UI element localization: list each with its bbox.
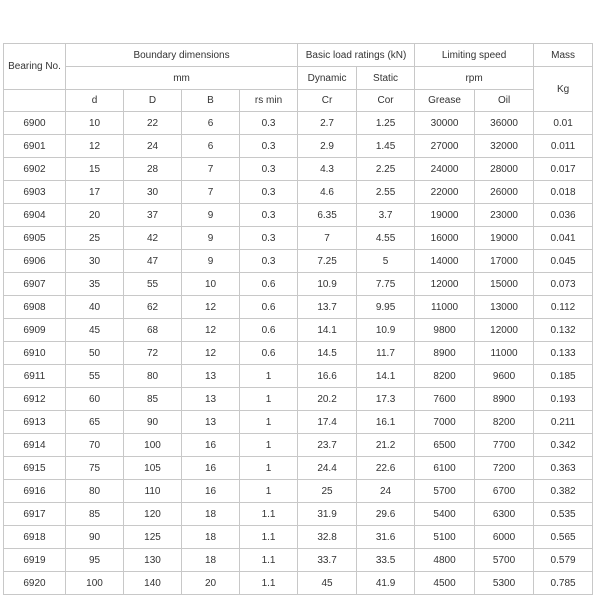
- cell-b: 9: [182, 250, 240, 273]
- cell-cr: 33.7: [298, 549, 357, 572]
- cell-b: 16: [182, 457, 240, 480]
- cell-d: 90: [66, 526, 124, 549]
- cell-bearing-no: 6917: [4, 503, 66, 526]
- cell-d: 10: [66, 112, 124, 135]
- cell-rs-min: 1: [240, 457, 298, 480]
- header-dynamic: Dynamic: [298, 67, 357, 90]
- cell-grease: 6500: [415, 434, 475, 457]
- cell-oil: 12000: [475, 319, 534, 342]
- cell-b: 6: [182, 112, 240, 135]
- cell-bearing-no: 6905: [4, 227, 66, 250]
- table-row: [4, 572, 593, 595]
- cell-outer-d: 130: [124, 549, 182, 572]
- cell-rs-min: 0.6: [240, 319, 298, 342]
- cell-oil: 17000: [475, 250, 534, 273]
- cell-oil: 6300: [475, 503, 534, 526]
- cell-rs-min: 0.3: [240, 181, 298, 204]
- header-cor: Cor: [357, 90, 415, 112]
- cell-mass: 0.211: [534, 411, 593, 434]
- cell-rs-min: 1: [240, 388, 298, 411]
- cell-grease: 8900: [415, 342, 475, 365]
- cell-outer-d: 140: [124, 572, 182, 595]
- cell-grease: 7600: [415, 388, 475, 411]
- table-row: [4, 112, 593, 135]
- cell-mass: 0.579: [534, 549, 593, 572]
- cell-cr: 6.35: [298, 204, 357, 227]
- table-body: [4, 112, 593, 595]
- cell-grease: 12000: [415, 273, 475, 296]
- cell-bearing-no: 6919: [4, 549, 66, 572]
- header-unit-mm: mm: [66, 67, 298, 90]
- cell-d: 35: [66, 273, 124, 296]
- cell-mass: 0.036: [534, 204, 593, 227]
- cell-d: 45: [66, 319, 124, 342]
- header-b: B: [182, 90, 240, 112]
- cell-b: 18: [182, 503, 240, 526]
- cell-oil: 36000: [475, 112, 534, 135]
- cell-outer-d: 100: [124, 434, 182, 457]
- cell-d: 80: [66, 480, 124, 503]
- cell-b: 7: [182, 158, 240, 181]
- cell-cor: 14.1: [357, 365, 415, 388]
- cell-outer-d: 80: [124, 365, 182, 388]
- header-unit-rpm: rpm: [415, 67, 534, 90]
- cell-b: 13: [182, 388, 240, 411]
- cell-bearing-no: 6911: [4, 365, 66, 388]
- cell-oil: 26000: [475, 181, 534, 204]
- table-row: [4, 457, 593, 480]
- cell-bearing-no: 6912: [4, 388, 66, 411]
- cell-rs-min: 1.1: [240, 526, 298, 549]
- cell-b: 20: [182, 572, 240, 595]
- cell-grease: 7000: [415, 411, 475, 434]
- cell-bearing-no: 6903: [4, 181, 66, 204]
- cell-cor: 10.9: [357, 319, 415, 342]
- cell-d: 50: [66, 342, 124, 365]
- cell-rs-min: 1.1: [240, 549, 298, 572]
- table-row: [4, 158, 593, 181]
- header-cr: Cr: [298, 90, 357, 112]
- cell-grease: 5400: [415, 503, 475, 526]
- cell-mass: 0.342: [534, 434, 593, 457]
- cell-cr: 14.1: [298, 319, 357, 342]
- cell-d: 60: [66, 388, 124, 411]
- cell-rs-min: 1: [240, 480, 298, 503]
- cell-cor: 11.7: [357, 342, 415, 365]
- cell-rs-min: 0.3: [240, 227, 298, 250]
- cell-outer-d: 37: [124, 204, 182, 227]
- cell-mass: 0.132: [534, 319, 593, 342]
- cell-bearing-no: 6918: [4, 526, 66, 549]
- cell-b: 16: [182, 434, 240, 457]
- cell-mass: 0.017: [534, 158, 593, 181]
- header-basic-load-ratings: Basic load ratings (kN): [298, 44, 415, 67]
- cell-bearing-no: 6901: [4, 135, 66, 158]
- cell-cor: 21.2: [357, 434, 415, 457]
- cell-b: 9: [182, 204, 240, 227]
- cell-outer-d: 62: [124, 296, 182, 319]
- cell-bearing-no: 6909: [4, 319, 66, 342]
- header-mass: Mass: [534, 44, 593, 67]
- cell-bearing-no: 6907: [4, 273, 66, 296]
- cell-oil: 8900: [475, 388, 534, 411]
- cell-b: 12: [182, 319, 240, 342]
- cell-outer-d: 22: [124, 112, 182, 135]
- cell-outer-d: 55: [124, 273, 182, 296]
- cell-cr: 2.7: [298, 112, 357, 135]
- cell-b: 13: [182, 411, 240, 434]
- table-row: [4, 480, 593, 503]
- cell-d: 95: [66, 549, 124, 572]
- cell-cr: 10.9: [298, 273, 357, 296]
- header-unit-kg: Kg: [534, 67, 593, 112]
- cell-d: 17: [66, 181, 124, 204]
- cell-cr: 25: [298, 480, 357, 503]
- cell-cor: 1.45: [357, 135, 415, 158]
- cell-cr: 7: [298, 227, 357, 250]
- table-row: [4, 526, 593, 549]
- cell-outer-d: 68: [124, 319, 182, 342]
- cell-mass: 0.193: [534, 388, 593, 411]
- cell-oil: 8200: [475, 411, 534, 434]
- cell-mass: 0.535: [534, 503, 593, 526]
- cell-grease: 6100: [415, 457, 475, 480]
- cell-grease: 22000: [415, 181, 475, 204]
- cell-grease: 14000: [415, 250, 475, 273]
- cell-oil: 13000: [475, 296, 534, 319]
- table-row: [4, 204, 593, 227]
- cell-mass: 0.041: [534, 227, 593, 250]
- cell-cor: 3.7: [357, 204, 415, 227]
- cell-grease: 30000: [415, 112, 475, 135]
- cell-bearing-no: 6916: [4, 480, 66, 503]
- cell-d: 30: [66, 250, 124, 273]
- cell-grease: 11000: [415, 296, 475, 319]
- cell-bearing-no: 6914: [4, 434, 66, 457]
- cell-mass: 0.363: [534, 457, 593, 480]
- bearing-spec-table-container: [3, 43, 593, 595]
- cell-cr: 31.9: [298, 503, 357, 526]
- cell-cor: 2.25: [357, 158, 415, 181]
- cell-b: 18: [182, 549, 240, 572]
- cell-d: 70: [66, 434, 124, 457]
- cell-outer-d: 42: [124, 227, 182, 250]
- cell-cor: 17.3: [357, 388, 415, 411]
- cell-outer-d: 28: [124, 158, 182, 181]
- cell-rs-min: 1: [240, 411, 298, 434]
- cell-d: 55: [66, 365, 124, 388]
- cell-cr: 13.7: [298, 296, 357, 319]
- cell-bearing-no: 6920: [4, 572, 66, 595]
- cell-rs-min: 1.1: [240, 503, 298, 526]
- cell-cr: 24.4: [298, 457, 357, 480]
- cell-rs-min: 0.3: [240, 250, 298, 273]
- header-d: d: [66, 90, 124, 112]
- cell-outer-d: 110: [124, 480, 182, 503]
- header-oil: Oil: [475, 90, 534, 112]
- cell-d: 12: [66, 135, 124, 158]
- cell-rs-min: 0.3: [240, 158, 298, 181]
- cell-grease: 24000: [415, 158, 475, 181]
- cell-grease: 9800: [415, 319, 475, 342]
- cell-bearing-no: 6915: [4, 457, 66, 480]
- cell-outer-d: 125: [124, 526, 182, 549]
- cell-bearing-no: 6904: [4, 204, 66, 227]
- header-bearing-no: Bearing No.: [4, 44, 66, 90]
- cell-oil: 15000: [475, 273, 534, 296]
- header-limiting-speed: Limiting speed: [415, 44, 534, 67]
- cell-mass: 0.018: [534, 181, 593, 204]
- cell-cor: 7.75: [357, 273, 415, 296]
- header-empty-cell: [4, 90, 66, 112]
- table-row: [4, 434, 593, 457]
- cell-grease: 8200: [415, 365, 475, 388]
- cell-cr: 45: [298, 572, 357, 595]
- cell-oil: 28000: [475, 158, 534, 181]
- cell-bearing-no: 6913: [4, 411, 66, 434]
- cell-cor: 1.25: [357, 112, 415, 135]
- cell-mass: 0.565: [534, 526, 593, 549]
- cell-mass: 0.133: [534, 342, 593, 365]
- table-row: [4, 549, 593, 572]
- cell-rs-min: 0.6: [240, 342, 298, 365]
- cell-cor: 33.5: [357, 549, 415, 572]
- header-outer-d: D: [124, 90, 182, 112]
- cell-grease: 5100: [415, 526, 475, 549]
- cell-cor: 22.6: [357, 457, 415, 480]
- cell-oil: 32000: [475, 135, 534, 158]
- table-row: [4, 135, 593, 158]
- cell-grease: 27000: [415, 135, 475, 158]
- cell-cor: 29.6: [357, 503, 415, 526]
- cell-grease: 16000: [415, 227, 475, 250]
- table-row: [4, 411, 593, 434]
- cell-cr: 4.3: [298, 158, 357, 181]
- cell-mass: 0.01: [534, 112, 593, 135]
- cell-oil: 11000: [475, 342, 534, 365]
- cell-rs-min: 0.6: [240, 273, 298, 296]
- cell-oil: 6000: [475, 526, 534, 549]
- cell-oil: 6700: [475, 480, 534, 503]
- cell-bearing-no: 6908: [4, 296, 66, 319]
- cell-rs-min: 1: [240, 434, 298, 457]
- cell-oil: 7200: [475, 457, 534, 480]
- cell-d: 75: [66, 457, 124, 480]
- cell-oil: 9600: [475, 365, 534, 388]
- cell-cor: 4.55: [357, 227, 415, 250]
- cell-rs-min: 1: [240, 365, 298, 388]
- cell-d: 25: [66, 227, 124, 250]
- cell-cr: 2.9: [298, 135, 357, 158]
- cell-outer-d: 120: [124, 503, 182, 526]
- header-boundary-dimensions: Boundary dimensions: [66, 44, 298, 67]
- cell-cor: 2.55: [357, 181, 415, 204]
- table-row: [4, 503, 593, 526]
- cell-b: 16: [182, 480, 240, 503]
- cell-d: 85: [66, 503, 124, 526]
- cell-outer-d: 72: [124, 342, 182, 365]
- cell-mass: 0.011: [534, 135, 593, 158]
- cell-oil: 5700: [475, 549, 534, 572]
- cell-cr: 16.6: [298, 365, 357, 388]
- cell-bearing-no: 6900: [4, 112, 66, 135]
- cell-grease: 4800: [415, 549, 475, 572]
- cell-cor: 24: [357, 480, 415, 503]
- cell-bearing-no: 6910: [4, 342, 66, 365]
- cell-oil: 5300: [475, 572, 534, 595]
- cell-outer-d: 24: [124, 135, 182, 158]
- cell-outer-d: 47: [124, 250, 182, 273]
- cell-rs-min: 0.3: [240, 135, 298, 158]
- cell-oil: 19000: [475, 227, 534, 250]
- cell-rs-min: 1.1: [240, 572, 298, 595]
- cell-bearing-no: 6906: [4, 250, 66, 273]
- cell-cr: 7.25: [298, 250, 357, 273]
- table-row: [4, 296, 593, 319]
- cell-mass: 0.382: [534, 480, 593, 503]
- table-row: [4, 250, 593, 273]
- table-row: [4, 181, 593, 204]
- cell-cor: 16.1: [357, 411, 415, 434]
- cell-mass: 0.785: [534, 572, 593, 595]
- cell-rs-min: 0.3: [240, 112, 298, 135]
- cell-d: 20: [66, 204, 124, 227]
- cell-b: 10: [182, 273, 240, 296]
- header-rs-min: rs min: [240, 90, 298, 112]
- cell-b: 13: [182, 365, 240, 388]
- cell-b: 12: [182, 296, 240, 319]
- cell-b: 18: [182, 526, 240, 549]
- table-row: [4, 273, 593, 296]
- cell-grease: 4500: [415, 572, 475, 595]
- cell-oil: 23000: [475, 204, 534, 227]
- cell-outer-d: 105: [124, 457, 182, 480]
- cell-oil: 7700: [475, 434, 534, 457]
- table-row: [4, 342, 593, 365]
- table-row: [4, 319, 593, 342]
- cell-cr: 14.5: [298, 342, 357, 365]
- cell-outer-d: 30: [124, 181, 182, 204]
- cell-cor: 5: [357, 250, 415, 273]
- cell-cr: 32.8: [298, 526, 357, 549]
- header-grease: Grease: [415, 90, 475, 112]
- cell-d: 40: [66, 296, 124, 319]
- table-row: [4, 388, 593, 411]
- cell-grease: 19000: [415, 204, 475, 227]
- cell-outer-d: 90: [124, 411, 182, 434]
- cell-b: 7: [182, 181, 240, 204]
- cell-rs-min: 0.6: [240, 296, 298, 319]
- cell-outer-d: 85: [124, 388, 182, 411]
- table-row: [4, 227, 593, 250]
- cell-mass: 0.073: [534, 273, 593, 296]
- cell-b: 9: [182, 227, 240, 250]
- cell-grease: 5700: [415, 480, 475, 503]
- cell-d: 100: [66, 572, 124, 595]
- cell-b: 12: [182, 342, 240, 365]
- cell-mass: 0.185: [534, 365, 593, 388]
- cell-cor: 9.95: [357, 296, 415, 319]
- cell-rs-min: 0.3: [240, 204, 298, 227]
- bearing-spec-table: [3, 43, 593, 595]
- cell-cr: 17.4: [298, 411, 357, 434]
- cell-cor: 31.6: [357, 526, 415, 549]
- cell-mass: 0.112: [534, 296, 593, 319]
- header-static: Static: [357, 67, 415, 90]
- cell-bearing-no: 6902: [4, 158, 66, 181]
- cell-d: 15: [66, 158, 124, 181]
- cell-cor: 41.9: [357, 572, 415, 595]
- table-row: [4, 365, 593, 388]
- cell-mass: 0.045: [534, 250, 593, 273]
- cell-cr: 4.6: [298, 181, 357, 204]
- cell-b: 6: [182, 135, 240, 158]
- cell-d: 65: [66, 411, 124, 434]
- cell-cr: 23.7: [298, 434, 357, 457]
- cell-cr: 20.2: [298, 388, 357, 411]
